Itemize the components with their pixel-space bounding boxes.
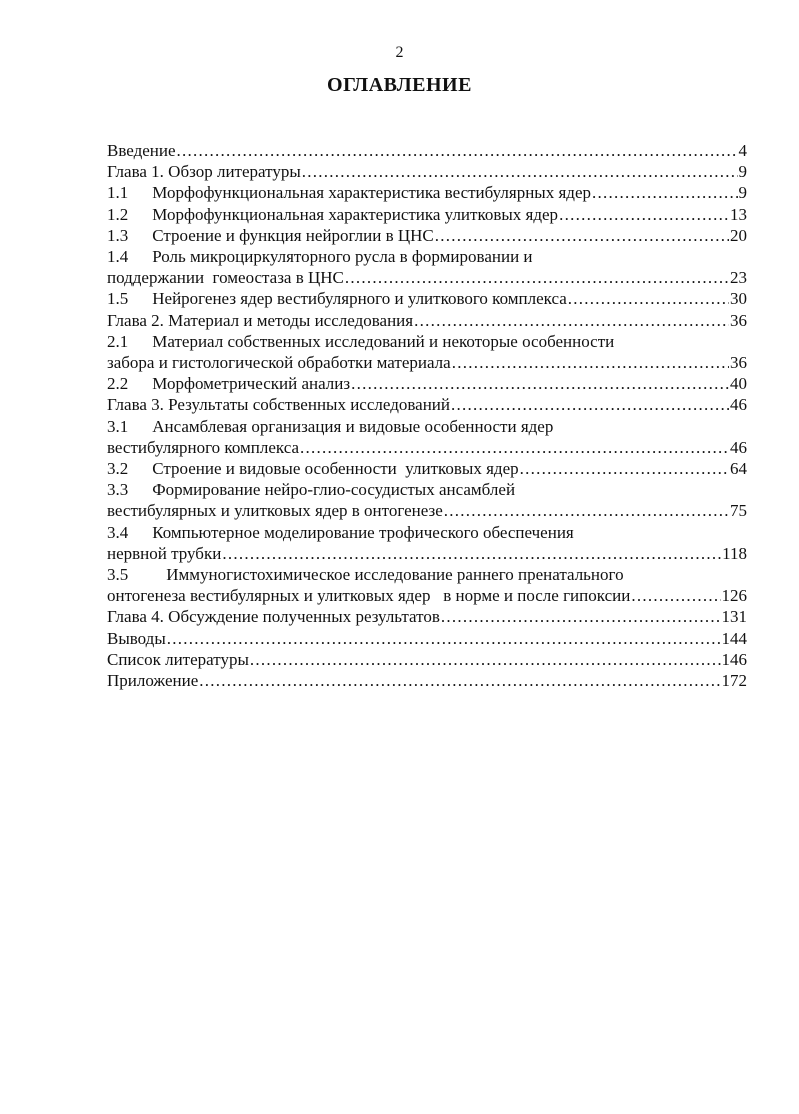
toc-title: Строение и функция нейроглии в ЦНС xyxy=(152,225,434,245)
toc-entry xyxy=(107,670,747,691)
table-of-contents xyxy=(107,140,747,691)
toc-dot-leader xyxy=(451,394,729,415)
toc-page-number: 9 xyxy=(738,183,747,203)
toc-entry xyxy=(107,246,747,288)
toc-section-number: 1.3 xyxy=(107,225,129,245)
toc-line xyxy=(107,522,747,543)
toc-section-number: 3.3 xyxy=(107,480,129,500)
toc-dot-leader xyxy=(631,585,720,606)
toc-entry-text xyxy=(107,352,451,373)
toc-entry xyxy=(107,564,747,606)
toc-entry-text xyxy=(107,140,176,161)
toc-title: вестибулярных и улитковых ядер в онтогенезе xyxy=(107,501,443,521)
toc-section-number: 1.5 xyxy=(107,289,129,309)
toc-line xyxy=(107,225,747,246)
toc-line xyxy=(107,394,747,415)
toc-title: Ансамблевая организация и видовые особенности ядер xyxy=(152,416,554,436)
toc-page-number: 40 xyxy=(730,374,747,394)
toc-dot-leader xyxy=(520,458,729,479)
toc-entry-text xyxy=(107,480,515,499)
toc-page-number: 118 xyxy=(722,543,747,563)
toc-entry xyxy=(107,204,747,225)
toc-section-number: 3.5 xyxy=(107,565,129,585)
toc-dot-leader xyxy=(351,373,729,394)
toc-page-number: 46 xyxy=(730,437,747,457)
toc-line xyxy=(107,267,747,288)
toc-entry xyxy=(107,394,747,415)
toc-page-number: 144 xyxy=(721,628,747,648)
toc-title: Глава 2. Материал и методы исследования xyxy=(107,310,414,330)
toc-page-number: 13 xyxy=(730,204,747,224)
toc-line xyxy=(107,458,747,479)
toc-section-number: 3.1 xyxy=(107,416,129,436)
toc-line xyxy=(107,649,747,670)
toc-page-number: 146 xyxy=(721,649,747,669)
toc-entry-text xyxy=(107,310,413,331)
toc-title: онтогенеза вестибулярных и улитковых ядер в норме и после гипоксии xyxy=(107,586,631,606)
toc-line xyxy=(107,246,747,267)
toc-dot-leader xyxy=(345,267,729,288)
toc-line xyxy=(107,416,747,437)
toc-entry xyxy=(107,649,747,670)
toc-title: Формирование нейро-глио-сосудистых ансамблей xyxy=(152,480,516,500)
toc-entry xyxy=(107,310,747,331)
toc-line xyxy=(107,182,747,203)
toc-line xyxy=(107,585,747,606)
toc-entry-text xyxy=(107,288,567,309)
toc-page-number: 172 xyxy=(721,671,747,691)
toc-entry-text xyxy=(107,417,553,436)
toc-title: Компьютерное моделирование трофического обеспечения xyxy=(152,522,574,542)
toc-section-number: 1.2 xyxy=(107,204,129,224)
toc-line xyxy=(107,310,747,331)
toc-dot-leader xyxy=(441,606,721,627)
toc-page-number: 30 xyxy=(730,289,747,309)
toc-title: Приложение xyxy=(107,671,199,691)
toc-entry-text xyxy=(107,649,249,670)
toc-title: забора и гистологической обработки материала xyxy=(107,353,451,373)
toc-line xyxy=(107,543,747,564)
toc-entry-text xyxy=(107,332,614,351)
toc-dot-leader xyxy=(444,500,729,521)
toc-page-number: 36 xyxy=(730,310,747,330)
toc-title: Список литературы xyxy=(107,649,249,669)
toc-page-number: 36 xyxy=(730,353,747,373)
toc-page-number: 131 xyxy=(721,607,747,627)
toc-entry xyxy=(107,522,747,564)
toc-title: нервной трубки xyxy=(107,543,222,563)
toc-title: вестибулярного комплекса xyxy=(107,437,300,457)
toc-dot-leader xyxy=(435,225,729,246)
toc-title: Глава 3. Результаты собственных исследований xyxy=(107,395,450,415)
toc-entry-text xyxy=(107,394,450,415)
toc-entry-text xyxy=(107,267,344,288)
toc-entry-text xyxy=(107,161,301,182)
toc-title: Морфометрический анализ xyxy=(152,374,351,394)
toc-line xyxy=(107,479,747,500)
toc-section-number: 1.1 xyxy=(107,183,129,203)
toc-dot-leader xyxy=(452,352,729,373)
toc-entry-text xyxy=(107,204,558,225)
toc-entry-text xyxy=(107,628,166,649)
toc-line xyxy=(107,564,747,585)
toc-line xyxy=(107,670,747,691)
toc-title: Глава 4. Обсуждение полученных результатов xyxy=(107,607,440,627)
toc-entry-text xyxy=(107,606,440,627)
toc-page-number: 23 xyxy=(730,268,747,288)
page-title: ОГЛАВЛЕНИЕ xyxy=(327,74,472,96)
toc-entry-text xyxy=(107,523,574,542)
toc-entry-text xyxy=(107,670,198,691)
toc-title: Материал собственных исследований и некоторые особенности xyxy=(152,331,615,351)
toc-title: Глава 1. Обзор литературы xyxy=(107,162,301,182)
toc-line xyxy=(107,352,747,373)
toc-title: Выводы xyxy=(107,628,166,648)
toc-entry xyxy=(107,225,747,246)
toc-page-number: 126 xyxy=(721,586,747,606)
page-number: 2 xyxy=(395,44,404,61)
toc-entry xyxy=(107,373,747,394)
toc-entry-text xyxy=(107,458,519,479)
toc-section-number: 1.4 xyxy=(107,247,129,267)
toc-line xyxy=(107,140,747,161)
toc-title: Роль микроциркуляторного русла в формировании и xyxy=(152,247,533,267)
toc-line xyxy=(107,331,747,352)
toc-entry-text xyxy=(107,565,624,584)
toc-entry xyxy=(107,140,747,161)
toc-dot-leader xyxy=(222,543,721,564)
toc-line xyxy=(107,161,747,182)
toc-line xyxy=(107,288,747,309)
toc-dot-leader xyxy=(414,310,729,331)
toc-entry-text xyxy=(107,247,533,266)
toc-entry-text xyxy=(107,182,591,203)
toc-line xyxy=(107,606,747,627)
toc-page-number: 4 xyxy=(738,141,747,160)
toc-section-number: 2.1 xyxy=(107,331,129,351)
toc-dot-leader xyxy=(250,649,721,670)
toc-entry-text xyxy=(107,225,434,246)
toc-dot-leader xyxy=(300,437,729,458)
toc-entry xyxy=(107,161,747,182)
toc-title: Морфофункциональная характеристика улитковых ядер xyxy=(152,204,559,224)
toc-entry-text xyxy=(107,373,350,394)
toc-dot-leader xyxy=(199,670,720,691)
toc-entry-text xyxy=(107,500,443,521)
toc-page-number: 46 xyxy=(730,395,747,415)
toc-page-number: 64 xyxy=(730,459,747,479)
toc-entry xyxy=(107,628,747,649)
toc-page-number: 75 xyxy=(730,501,747,521)
toc-line xyxy=(107,437,747,458)
toc-title: Введение xyxy=(107,141,176,160)
toc-dot-leader xyxy=(592,182,738,203)
toc-title: Иммуногистохимическое исследование раннего пренатального xyxy=(166,565,624,585)
toc-section-number: 3.4 xyxy=(107,522,129,542)
toc-line xyxy=(107,373,747,394)
toc-section-number: 3.2 xyxy=(107,459,129,479)
toc-title: Морфофункциональная характеристика вестибулярных ядер xyxy=(152,183,591,203)
toc-entry xyxy=(107,288,747,309)
toc-entry xyxy=(107,331,747,373)
toc-entry-text xyxy=(107,585,630,606)
toc-line xyxy=(107,628,747,649)
toc-title: Строение и видовые особенности улитковых ядер xyxy=(152,459,519,479)
toc-page-number: 9 xyxy=(738,162,747,182)
toc-entry xyxy=(107,606,747,627)
toc-entry xyxy=(107,182,747,203)
toc-title: Нейрогенез ядер вестибулярного и улиткового комплекса xyxy=(152,289,567,309)
toc-entry-text xyxy=(107,543,221,564)
toc-entry-text xyxy=(107,437,299,458)
toc-title: поддержании гомеостаза в ЦНС xyxy=(107,268,344,288)
toc-entry xyxy=(107,458,747,479)
toc-dot-leader xyxy=(167,628,721,649)
toc-section-number: 2.2 xyxy=(107,374,129,394)
toc-line xyxy=(107,204,747,225)
toc-entry xyxy=(107,416,747,458)
toc-dot-leader xyxy=(559,204,729,225)
toc-line xyxy=(107,500,747,521)
toc-dot-leader xyxy=(177,140,738,161)
toc-entry xyxy=(107,479,747,521)
toc-dot-leader xyxy=(568,288,729,309)
toc-page-number: 20 xyxy=(730,225,747,245)
toc-dot-leader xyxy=(302,161,738,182)
